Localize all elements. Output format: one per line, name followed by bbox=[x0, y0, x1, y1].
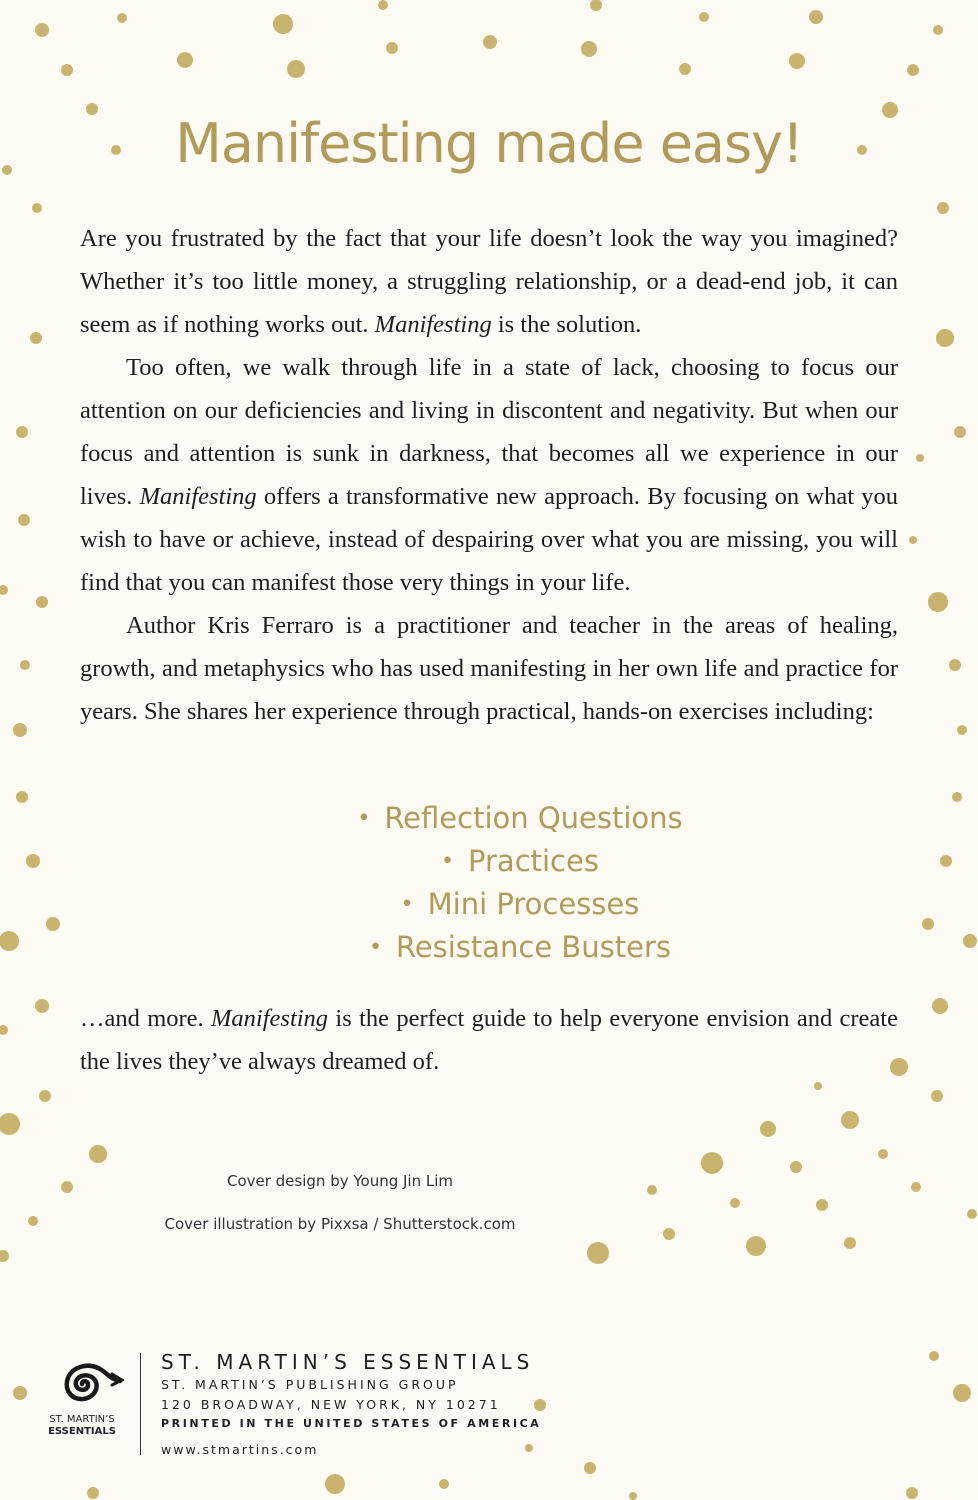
exercise-list bbox=[0, 797, 978, 969]
bullet-icon: • bbox=[357, 806, 371, 831]
bullet-icon: • bbox=[441, 849, 455, 874]
printed-in-notice: PRINTED IN THE UNITED STATES OF AMERICA bbox=[161, 1417, 542, 1430]
cover-illustration-credit: Cover illustration by Pixxsa / Shutterstock.com bbox=[164, 1215, 516, 1233]
headline: Manifesting made easy! bbox=[175, 112, 803, 175]
bullet-icon: • bbox=[368, 935, 382, 960]
divider bbox=[140, 1353, 141, 1455]
book-title: Manifesting bbox=[374, 311, 492, 338]
book-title: Manifesting bbox=[139, 483, 257, 510]
bullet-icon: • bbox=[400, 892, 414, 917]
publisher-group: ST. MARTIN’S PUBLISHING GROUP bbox=[161, 1377, 459, 1392]
logo-wordmark: ST. MARTIN’S ESSENTIALS bbox=[48, 1414, 116, 1437]
publisher-address: 120 BROADWAY, NEW YORK, NY 10271 bbox=[161, 1397, 501, 1412]
publisher-imprint: ST. MARTIN’S ESSENTIALS bbox=[161, 1350, 535, 1374]
spiral-logo-icon bbox=[46, 1354, 124, 1412]
description-paragraph-3: Author Kris Ferraro is a practitioner and teacher in the areas of healing, growth, and metaphysics who has used manifesting in her own life and practice for years. She shares her experience through practical, hands-on exercises including: bbox=[80, 612, 898, 725]
publisher-url[interactable]: www.stmartins.com bbox=[161, 1442, 319, 1457]
list-item: • Mini Processes bbox=[0, 883, 978, 926]
description-paragraph-2: Too often, we walk through life in a state of lack, choosing to focus our attention on our deficiencies and living in discontent and negativity. But when our focus and attention is sunk in darkness, that becomes all we experience in our lives. Manifesting offers a transformative new approach. By focusing on what you wish to have or achieve, instead of despairing over what you are missing, you will find that you can manifest those very things in your life. bbox=[80, 354, 898, 596]
publisher-logo bbox=[40, 1354, 130, 1438]
list-item: • Practices bbox=[0, 840, 978, 883]
publisher-info bbox=[161, 1349, 541, 1463]
description-paragraph-1: Are you frustrated by the fact that your life doesn’t look the way you imagined? Whether it’s too little money, a struggling relationship, or a dead-end job, it can seem as if nothing works out. Manifesting is the solution. bbox=[80, 225, 898, 338]
cover-design-credit: Cover design by Young Jin Lim bbox=[226, 1172, 454, 1190]
description bbox=[80, 217, 898, 733]
cover-credits bbox=[120, 1172, 560, 1258]
book-title: Manifesting bbox=[211, 1005, 329, 1032]
list-item: • Reflection Questions bbox=[0, 797, 978, 840]
closing-paragraph: …and more. Manifesting is the perfect guide to help everyone envision and create the lives they’ve always dreamed of. bbox=[80, 1005, 898, 1075]
list-item: • Resistance Busters bbox=[0, 926, 978, 969]
